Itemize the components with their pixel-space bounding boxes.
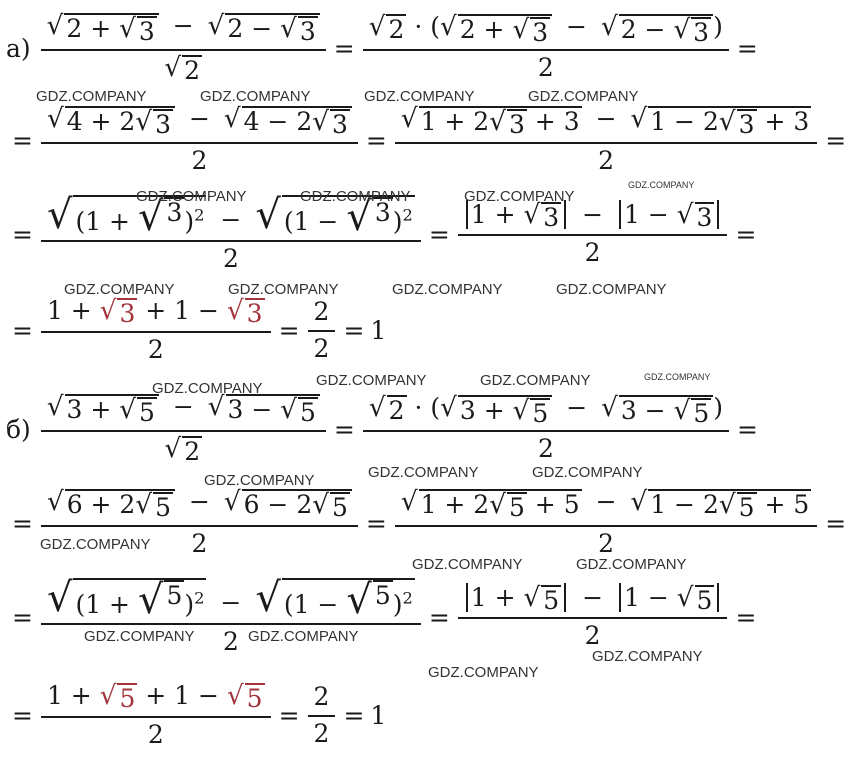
line-a1: а) √ 2 + √ 3 − √ 2 − √ 3 √ 2 = √ 2 · ( √ 2 + √ 3 − √ 2 − √ 3 ) 2 = (6, 11, 758, 85)
watermark: GDZ.COMPANY (64, 281, 175, 298)
fraction: $\frac{2}{2}$ (311, 683, 333, 749)
line-b4: = 1 + √ 5 + 1 − √ 5 2 = $\frac{2}{2}$ = 1 (12, 681, 387, 749)
watermark: GDZ.COMPANY (368, 464, 479, 481)
fraction: 1 + √ 5 − 1 − √ 5 2 (461, 584, 725, 651)
watermark: GDZ.COMPANY (556, 281, 667, 298)
result-a: 1 (370, 316, 387, 346)
line-b1: б) √ 3 + √ 5 − √ 3 − √ 5 √ 2 = √ 2 · ( √ 3 + √ 5 − √ 3 − √ 5 ) 2 = (6, 392, 758, 466)
watermark: GDZ.COMPANY (532, 464, 643, 481)
fraction: √ 2 + √ 3 − √ 2 − √ 3 √ 2 (44, 12, 323, 84)
fraction: √ 1 + 2 √ 5 + 5 − √ 1 − 2 √ 5 + 5 2 (398, 488, 814, 558)
watermark: GDZ.COMPANY (40, 536, 151, 553)
fraction: √ 6 + 2 √ 5 − √ 6 − 2 √ 5 2 (44, 488, 355, 558)
fraction: √ (1 + √ 5 )$^2$ − √ (1 − √ 5 )$^2$ 2 (44, 578, 418, 657)
watermark: GDZ.COMPANY (316, 372, 427, 389)
watermark: GDZ.COMPANY (136, 188, 247, 205)
line-a4: = 1 + √ 3 + 1 − √ 3 2 = $\frac{2}{2}$ = 1 (12, 296, 387, 364)
watermark: GDZ.COMPANY (428, 664, 539, 681)
watermark: GDZ.COMPANY (592, 648, 703, 665)
line-b2: = √ 6 + 2 √ 5 − √ 6 − 2 √ 5 2 = √ 1 + 2 √ 5 + 5 − √ 1 − 2 √ 5 + 5 2 = (12, 487, 847, 558)
watermark: GDZ.COMPANY (248, 628, 359, 645)
line-a3: = √ (1 + √ 3 )$^2$ − √ (1 − √ 3 )$^2$ 2 = 1 + √ 3 − 1 − √ 3 2 = (12, 192, 757, 273)
fraction: 1 + √ 5 + 1 − √ 5 2 (44, 682, 268, 749)
fraction: 1 + √ 3 + 1 − √ 3 2 (44, 297, 268, 364)
fraction: $\frac{2}{2}$ (311, 298, 333, 364)
watermark: GDZ.COMPANY (300, 188, 411, 205)
label-b: б) (6, 414, 31, 444)
watermark: GDZ.COMPANY (576, 556, 687, 573)
fraction: √ 4 + 2 √ 3 − √ 4 − 2 √ 3 2 (44, 105, 355, 175)
watermark: GDZ.COMPANY (528, 88, 639, 105)
watermark: GDZ.COMPANY (644, 372, 711, 382)
watermark: GDZ.COMPANY (412, 556, 523, 573)
watermark: GDZ.COMPANY (228, 281, 339, 298)
watermark: GDZ.COMPANY (364, 88, 475, 105)
fraction: √ 1 + 2 √ 3 + 3 − √ 1 − 2 √ 3 + 3 2 (398, 105, 814, 175)
label-a: а) (6, 33, 31, 63)
fraction: 1 + √ 3 − 1 − √ 3 2 (461, 201, 725, 268)
line-b3: = √ (1 + √ 5 )$^2$ − √ (1 − √ 5 )$^2$ 2 = 1 + √ 5 − 1 − √ 5 2 = (12, 575, 757, 656)
watermark: GDZ.COMPANY (84, 628, 195, 645)
watermark: GDZ.COMPANY (204, 472, 315, 489)
watermark: GDZ.COMPANY (36, 88, 147, 105)
fraction: √ 2 · ( √ 2 + √ 3 − √ 2 − √ 3 ) 2 (366, 13, 726, 83)
watermark: GDZ.COMPANY (628, 180, 695, 190)
watermark: GDZ.COMPANY (392, 281, 503, 298)
fraction: √ 2 · ( √ 3 + √ 5 − √ 3 − √ 5 ) 2 (366, 394, 726, 464)
fraction: √ 3 + √ 5 − √ 3 − √ 5 √ 2 (44, 393, 323, 465)
watermark: GDZ.COMPANY (464, 188, 575, 205)
result-b: 1 (370, 701, 387, 731)
line-a2: = √ 4 + 2 √ 3 − √ 4 − 2 √ 3 2 = √ 1 + 2 √ 3 + 3 − √ 1 − 2 √ 3 + 3 2 = (12, 104, 847, 175)
watermark: GDZ.COMPANY (480, 372, 591, 389)
watermark: GDZ.COMPANY (200, 88, 311, 105)
fraction: √ (1 + √ 3 )$^2$ − √ (1 − √ 3 )$^2$ 2 (44, 195, 418, 274)
watermark: GDZ.COMPANY (152, 380, 263, 397)
